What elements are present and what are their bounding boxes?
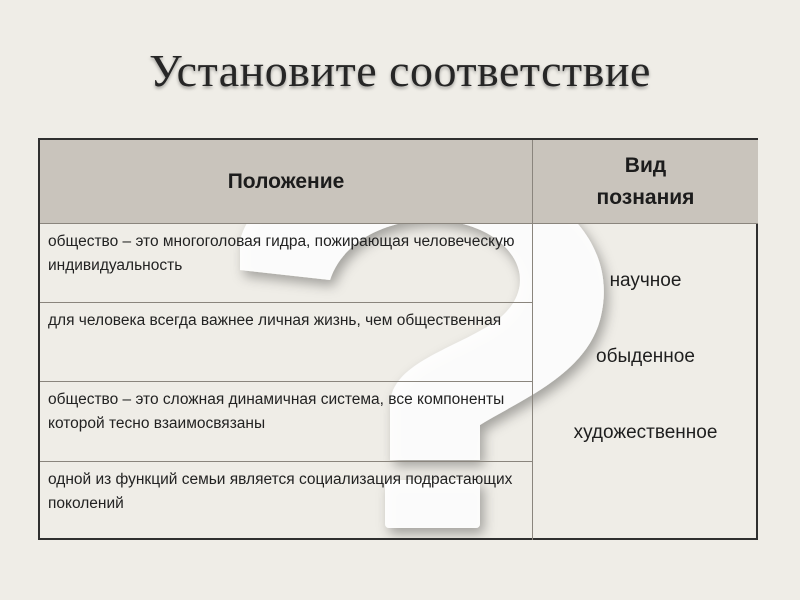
header-knowledge-type: Вид познания [533, 140, 758, 224]
statement-row-3: общество – это сложная динамичная система, все компоненты которой тесно взаимосвязаны [40, 382, 533, 462]
knowledge-options [533, 224, 758, 540]
matching-table [38, 138, 758, 540]
header-statement: Положение [40, 140, 533, 224]
statement-row-2: для человека всегда важнее личная жизнь, чем общественная [40, 303, 533, 382]
option-scientific: научное [609, 270, 682, 291]
slide-title: Установите соответствие [149, 45, 651, 96]
statement-row-4: одной из функций семьи является социализация подрастающих поколений [40, 462, 533, 540]
statement-row-1: общество – это многоголовая гидра, пожирающая человеческую индивидуальность [40, 224, 533, 303]
option-artistic: художественное [573, 422, 718, 443]
option-everyday: обыденное [596, 346, 695, 367]
